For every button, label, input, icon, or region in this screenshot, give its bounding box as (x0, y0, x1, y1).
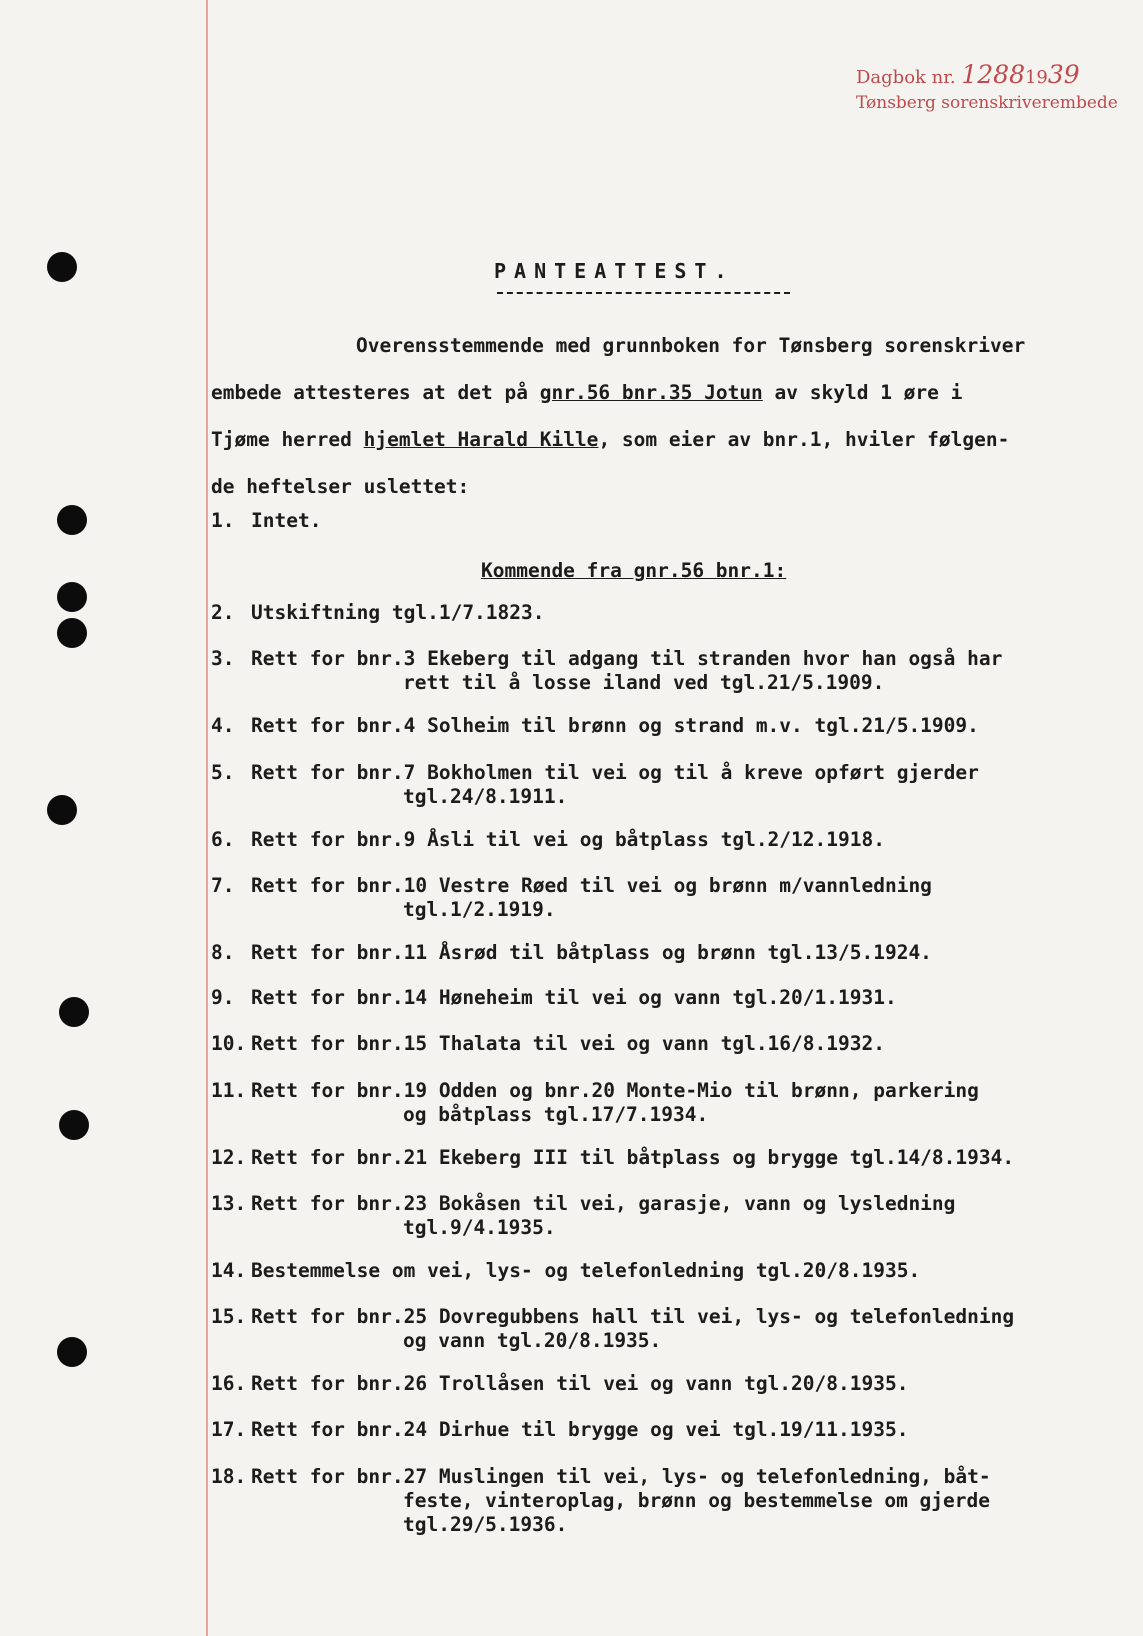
item-text: Rett for bnr.11 Åsrød til båtplass og brønn tgl.13/5.1924. (251, 941, 932, 964)
list-item (211, 828, 1131, 852)
item-number: 15. (211, 1305, 247, 1328)
punch-hole-icon (57, 582, 87, 612)
item-text: Rett for bnr.15 Thalata til vei og vann tgl.16/8.1932. (251, 1032, 885, 1055)
document-title: PANTEATTEST. (494, 259, 735, 283)
item-text: feste, vinteroplag, brønn og bestemmelse om gjerde (403, 1489, 990, 1512)
list-item (211, 1259, 1131, 1283)
item-text: Rett for bnr.21 Ekeberg III til båtplass og brygge tgl.14/8.1934. (251, 1146, 1015, 1169)
item-text: Intet. (251, 509, 322, 532)
owner-reference: hjemlet Harald Kille (363, 428, 599, 451)
stamp-number: 1288 (961, 60, 1025, 89)
list-item (211, 601, 1131, 625)
item-number: 17. (211, 1418, 247, 1441)
intro-line: embede attesteres at det på (211, 381, 540, 404)
list-item (211, 1032, 1131, 1056)
section-subheading: Kommende fra gnr.56 bnr.1: (481, 559, 787, 582)
item-text: Rett for bnr.25 Dovregubbens hall til vei, lys- og telefonledning (251, 1305, 1015, 1328)
list-item (211, 1192, 1131, 1240)
list-item (211, 941, 1131, 965)
list-item (211, 1465, 1131, 1537)
item-number: 2. (211, 601, 235, 624)
list-item (211, 1372, 1131, 1396)
item-number: 1. (211, 509, 235, 532)
item-text: Rett for bnr.24 Dirhue til brygge og vei tgl.19/11.1935. (251, 1418, 909, 1441)
item-number: 16. (211, 1372, 247, 1395)
item-number: 12. (211, 1146, 247, 1169)
list-item (211, 1146, 1131, 1170)
intro-line: , som eier av bnr.1, hviler følgen- (598, 428, 1010, 451)
item-text: tgl.29/5.1936. (403, 1513, 568, 1536)
item-text: Rett for bnr.4 Solheim til brønn og strand m.v. tgl.21/5.1909. (251, 714, 979, 737)
title-underline (497, 292, 790, 294)
margin-line (206, 0, 208, 1636)
item-text: rett til å losse iland ved tgl.21/5.1909. (403, 671, 885, 694)
item-number: 9. (211, 986, 235, 1009)
item-text: tgl.1/2.1919. (403, 898, 556, 921)
punch-hole-icon (59, 1110, 89, 1140)
punch-hole-icon (59, 997, 89, 1027)
item-text: Rett for bnr.7 Bokholmen til vei og til å kreve opført gjerder (251, 761, 979, 784)
item-number: 6. (211, 828, 235, 851)
item-number: 4. (211, 714, 235, 737)
punch-hole-icon (47, 795, 77, 825)
punch-hole-icon (57, 1337, 87, 1367)
stamp-office: Tønsberg sorenskriverembede (856, 93, 1118, 113)
item-text: tgl.24/8.1911. (403, 785, 568, 808)
stamp-year-suffix: 39 (1047, 60, 1080, 89)
list-item (211, 874, 1131, 922)
item-text: Rett for bnr.23 Bokåsen til vei, garasje, vann og lysledning (251, 1192, 956, 1215)
item-text: og båtplass tgl.17/7.1934. (403, 1103, 709, 1126)
item-text: Bestemmelse om vei, lys- og telefonledning tgl.20/8.1935. (251, 1259, 921, 1282)
list-item (211, 1305, 1131, 1353)
list-item (211, 509, 1131, 533)
item-number: 3. (211, 647, 235, 670)
item-text: Rett for bnr.9 Åsli til vei og båtplass tgl.2/12.1918. (251, 828, 885, 851)
item-number: 5. (211, 761, 235, 784)
list-item (211, 986, 1131, 1010)
item-number: 11. (211, 1079, 247, 1102)
intro-line: Overensstemmende med grunnboken for Tønsberg sorenskriver (356, 334, 1026, 357)
stamp-year-prefix: 19 (1024, 67, 1048, 88)
list-item (211, 1079, 1131, 1127)
property-reference: gnr.56 bnr.35 Jotun (539, 381, 763, 404)
item-text: Rett for bnr.26 Trollåsen til vei og vann tgl.20/8.1935. (251, 1372, 909, 1395)
item-text: tgl.9/4.1935. (403, 1216, 556, 1239)
item-text: Rett for bnr.10 Vestre Røed til vei og brønn m/vannledning (251, 874, 932, 897)
list-item (211, 647, 1131, 695)
item-text: Rett for bnr.3 Ekeberg til adgang til stranden hvor han også har (251, 647, 1003, 670)
item-number: 7. (211, 874, 235, 897)
list-item (211, 1418, 1131, 1442)
intro-paragraph (211, 322, 1131, 510)
item-number: 18. (211, 1465, 247, 1488)
item-number: 8. (211, 941, 235, 964)
item-text: Rett for bnr.14 Høneheim til vei og vann tgl.20/1.1931. (251, 986, 897, 1009)
item-number: 13. (211, 1192, 247, 1215)
item-number: 10. (211, 1032, 247, 1055)
item-text: Rett for bnr.27 Muslingen til vei, lys- og telefonledning, båt- (251, 1465, 991, 1488)
item-text: og vann tgl.20/8.1935. (403, 1329, 662, 1352)
punch-hole-icon (47, 252, 77, 282)
diary-stamp (856, 60, 1118, 113)
list-item (211, 761, 1131, 809)
item-text: Rett for bnr.19 Odden og bnr.20 Monte-Mio til brønn, parkering (251, 1079, 979, 1102)
intro-line: de heftelser uslettet: (211, 475, 470, 498)
punch-hole-icon (57, 505, 87, 535)
stamp-label: Dagbok nr. (856, 67, 956, 88)
list-item (211, 714, 1131, 738)
item-text: Utskiftning tgl.1/7.1823. (251, 601, 545, 624)
intro-line: Tjøme herred (211, 428, 364, 451)
item-number: 14. (211, 1259, 247, 1282)
intro-line: av skyld 1 øre i (762, 381, 963, 404)
punch-hole-icon (57, 618, 87, 648)
